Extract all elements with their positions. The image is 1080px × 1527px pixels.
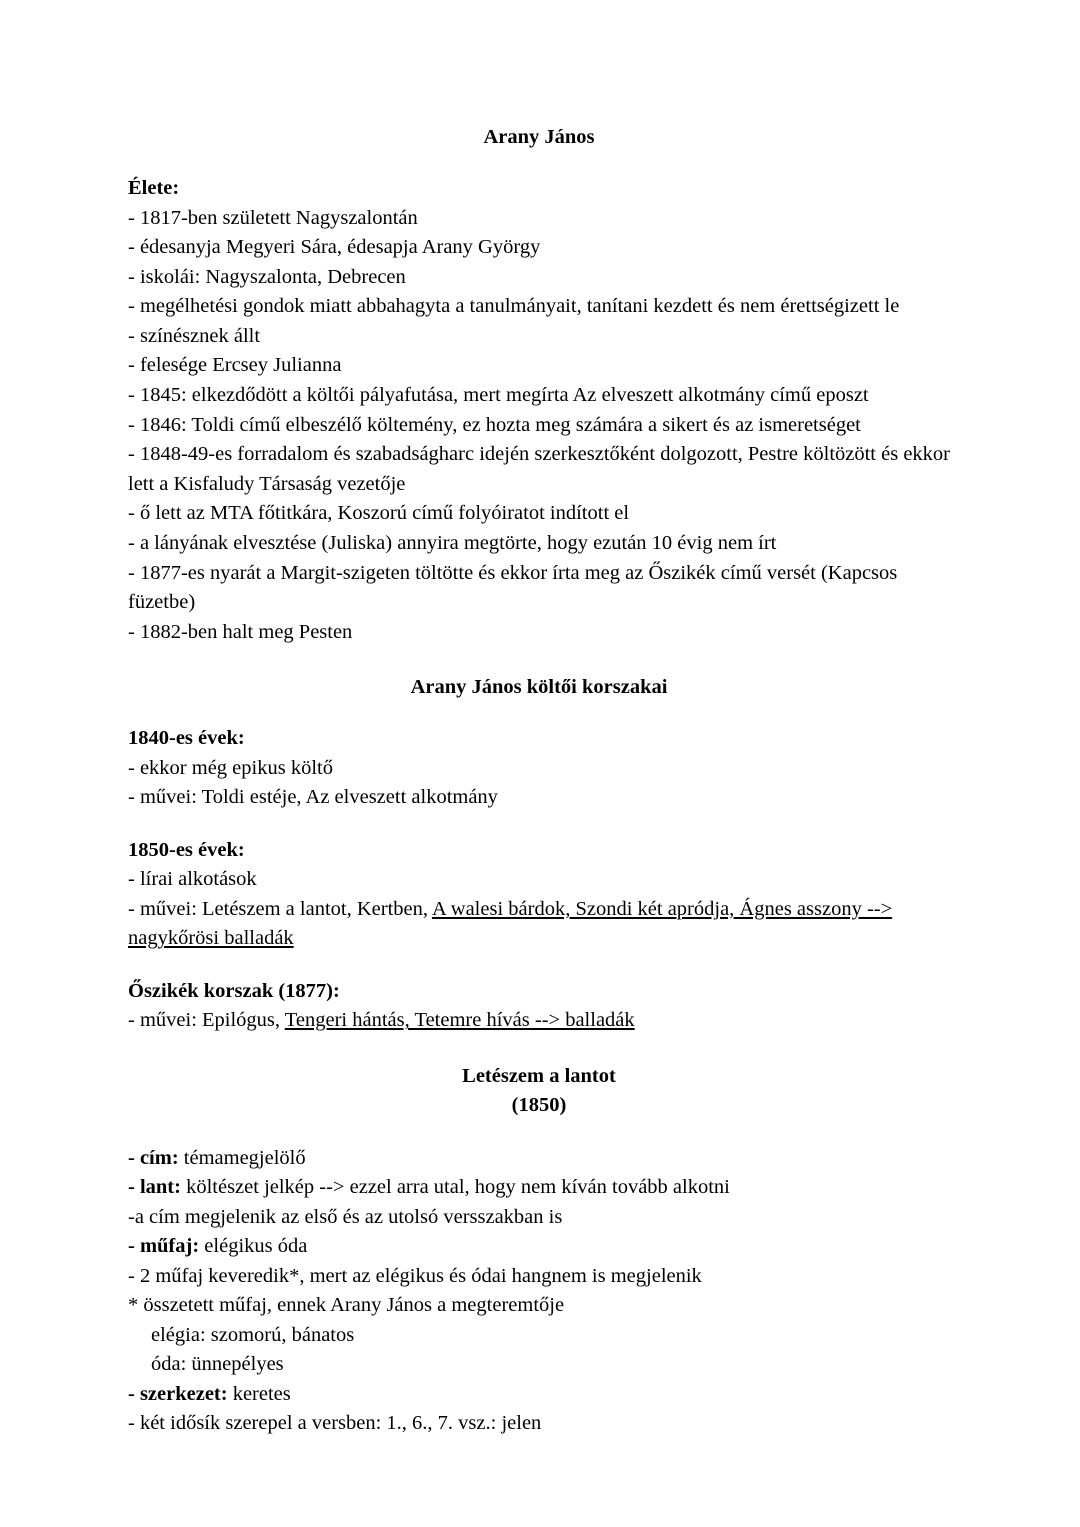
period-group-line <box>128 895 950 954</box>
life-item: - a lányának elvesztése (Juliska) annyira megtörte, hogy ezután 10 évig nem írt <box>128 532 777 555</box>
poem-year: (1850) <box>511 1093 567 1116</box>
poem-note-line <box>128 1380 950 1410</box>
underlined-works: Tengeri hántás, Tetemre hívás --> balladák <box>284 1009 635 1032</box>
period-group-line <box>128 1006 950 1036</box>
poem-note-line <box>128 1203 950 1233</box>
poem-note-line <box>128 1409 950 1439</box>
line-text: - ekkor még epikus költő <box>128 756 333 779</box>
poem-note-line <box>128 1262 950 1292</box>
poem-note-line <box>128 1291 950 1321</box>
poem-note-text: óda: ünnepélyes <box>151 1353 284 1376</box>
life-item: - édesanyja Megyeri Sára, édesapja Arany György <box>128 236 541 259</box>
life-item: - 1848-49-es forradalom és szabadságharc idején szerkesztőként dolgozott, Pestre költözött és ekkor lett a Kisfaludy Társaság vezetője <box>128 443 951 495</box>
poem-note-text: témamegjelölő <box>178 1146 306 1169</box>
poem-note-text: keretes <box>227 1382 291 1405</box>
life-item: - 1877-es nyarát a Margit-szigeten töltötte és ekkor írta meg az Őszikék című versét (Kapcsos füzetbe) <box>128 561 898 614</box>
period-group <box>128 836 950 954</box>
poem-note-line <box>128 1350 950 1380</box>
poem-note-line <box>128 1232 950 1262</box>
poem-title: Letészem a lantot <box>462 1064 616 1087</box>
underlined-works: A walesi bárdok, Szondi két apródja, Ágnes asszony --> nagykőrösi balladák <box>128 897 893 950</box>
line-text: - művei: Toldi estéje, Az elveszett alkotmány <box>128 786 498 809</box>
poem-note-line <box>128 1321 950 1351</box>
document-title: Arany János <box>483 126 595 148</box>
period-group-title: 1850-es évek: <box>128 838 245 861</box>
poem-note-text: * összetett műfaj, ennek Arany János a megteremtője <box>128 1294 565 1317</box>
poem-note-text: költészet jelkép --> ezzel arra utal, hogy nem kíván tovább alkotni <box>180 1176 730 1199</box>
poem-note-line <box>128 1173 950 1203</box>
period-group-line <box>128 865 950 895</box>
poem-notes <box>128 1144 950 1439</box>
period-group-line <box>128 754 950 784</box>
period-group-title: Őszikék korszak (1877): <box>128 979 340 1002</box>
life-item: - színésznek állt <box>128 324 261 347</box>
line-text: - lírai alkotások <box>128 868 257 891</box>
period-group <box>128 977 950 1036</box>
life-item: - megélhetési gondok miatt abbahagyta a tanulmányait, tanítani kezdett és nem érettségizett le <box>128 295 900 318</box>
poem-note-label: - lant: <box>128 1176 181 1199</box>
period-group-line <box>128 783 950 813</box>
life-item: - iskolái: Nagyszalonta, Debrecen <box>128 265 406 288</box>
poem-note-line <box>128 1144 950 1174</box>
line-text: - művei: Letészem a lantot, Kertben, <box>128 897 432 920</box>
poem-note-text: elégia: szomorú, bánatos <box>151 1323 355 1346</box>
periods-groups <box>128 724 950 1036</box>
poem-note-text: - két idősík szerepel a versben: 1., 6., 7. vsz.: jelen <box>128 1412 542 1435</box>
poem-note-text: - 2 műfaj keveredik*, mert az elégikus és ódai hangnem is megjelenik <box>128 1264 702 1287</box>
period-group-title: 1840-es évek: <box>128 727 245 750</box>
life-item: - ő lett az MTA főtitkára, Koszorú című folyóiratot indított el <box>128 502 630 525</box>
periods-heading: Arany János költői korszakai <box>410 676 668 699</box>
life-item: - felesége Ercsey Julianna <box>128 354 342 377</box>
period-group <box>128 724 950 813</box>
life-item: - 1845: elkezdődött a költői pályafutása, mert megírta Az elveszett alkotmány című eposzt <box>128 384 869 407</box>
poem-note-label: - műfaj: <box>128 1235 200 1258</box>
life-item: - 1817-ben született Nagyszalontán <box>128 206 418 229</box>
poem-note-label: - szerkezet: <box>128 1382 228 1405</box>
line-text: - művei: Epilógus, <box>128 1009 285 1032</box>
life-section <box>128 174 950 647</box>
life-heading: Élete: <box>128 177 180 199</box>
life-item: - 1846: Toldi című elbeszélő költemény, ez hozta meg számára a sikert és az ismeretséget <box>128 413 861 436</box>
poem-note-label: - cím: <box>128 1146 179 1169</box>
poem-note-text: -a cím megjelenik az első és az utolsó versszakban is <box>128 1205 563 1228</box>
life-item: - 1882-ben halt meg Pesten <box>128 620 353 643</box>
poem-note-text: elégikus óda <box>199 1235 308 1258</box>
life-list <box>128 204 950 648</box>
